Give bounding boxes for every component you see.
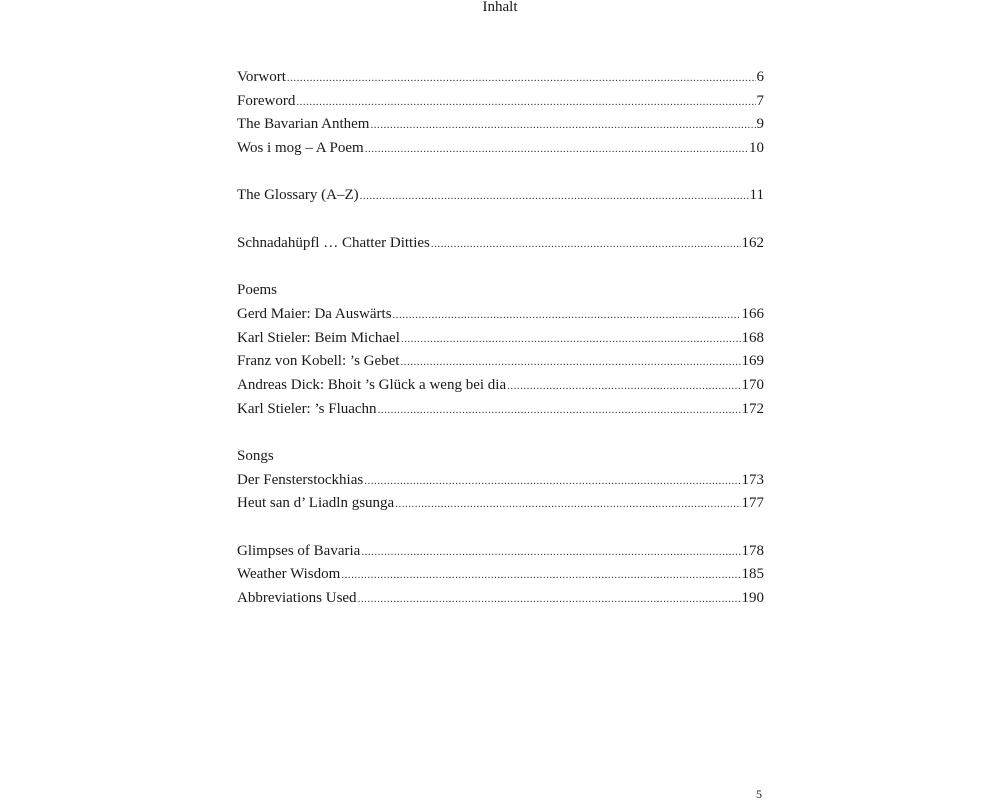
toc-entry-page: 162 [741,234,764,251]
toc-entry-page: 6 [756,69,764,85]
toc-entry-title: Gerd Maier: Da Auswärts [237,305,392,322]
dot-leader [287,67,756,91]
dot-leader [341,564,740,588]
toc-entry-page: 185 [741,566,764,583]
toc-entry-song [237,492,764,516]
toc-entry-poem [237,303,764,327]
dot-leader [296,91,755,115]
toc-entry-page: 172 [741,400,764,417]
table-of-contents [237,66,764,611]
toc-entry-weather-wisdom [237,563,764,587]
page-number: 5 [756,787,762,801]
toc-entry-page: 10 [749,140,764,157]
toc-entry-title: Weather Wisdom [237,566,341,583]
dot-leader [431,233,741,257]
toc-entry-poem [237,327,764,351]
toc-entry-title: Karl Stieler: Beim Michael [237,329,400,346]
toc-entry-wos-i-mog [237,137,764,161]
toc-entry-title: Wos i mog – A Poem [237,140,364,157]
toc-entry-title: Schnadahüpfl … Chatter Ditties [237,234,430,251]
section-spacer [237,256,764,280]
section-spacer [237,421,764,445]
section-heading-poems: Poems [237,282,278,299]
toc-entry-abbreviations [237,587,764,611]
section-heading-songs: Songs [237,448,274,464]
toc-entry-vorwort [237,66,764,90]
dot-leader [401,328,741,352]
dot-leader [393,304,741,328]
section-spacer [237,161,764,185]
toc-entry-title: Vorwort [237,69,286,85]
dot-leader [360,185,749,209]
dot-leader [400,351,740,375]
toc-entry-title: The Bavarian Anthem [237,116,370,133]
toc-entry-foreword [237,90,764,114]
section-spacer [237,516,764,540]
toc-entry-page: 166 [741,305,764,322]
section-spacer [237,208,764,232]
toc-entry-page: 170 [741,376,764,393]
toc-entry-song [237,469,764,493]
toc-entry-page: 190 [741,590,764,607]
page-title: Inhalt [482,0,518,15]
toc-entry-page: 177 [741,495,764,512]
dot-leader [507,375,740,399]
toc-entry-page: 173 [741,471,764,488]
toc-entry-title: Andreas Dick: Bhoit ’s Glück a weng bei dia [237,376,507,393]
dot-leader [361,541,740,565]
toc-entry-glossary [237,184,764,208]
toc-entry-title: Foreword [237,92,296,109]
toc-entry-schnadahuepfl [237,232,764,256]
dot-leader [358,588,741,612]
toc-entry-title: Franz von Kobell: ’s Gebet [237,353,400,370]
dot-leader [365,138,748,162]
toc-entry-page: 11 [749,187,764,204]
toc-entry-poem [237,398,764,422]
toc-entry-poem [237,350,764,374]
toc-entry-page: 168 [741,329,764,346]
toc-entry-bavarian-anthem [237,113,764,137]
toc-entry-title: The Glossary (A–Z) [237,187,359,204]
dot-leader [378,399,741,423]
toc-entry-page: 169 [741,353,764,370]
toc-entry-poem [237,374,764,398]
dot-leader [364,470,740,494]
toc-entry-page: 9 [756,116,764,133]
toc-entry-title: Der Fensterstockhias [237,471,364,488]
toc-entry-title: Glimpses of Bavaria [237,542,361,559]
toc-entry-page: 7 [756,92,764,109]
toc-entry-page: 178 [741,542,764,559]
dot-leader [395,493,740,517]
toc-entry-glimpses [237,540,764,564]
toc-entry-title: Heut san d’ Liadln gsunga [237,495,395,512]
dot-leader [370,114,755,138]
toc-entry-title: Karl Stieler: ’s Fluachn [237,400,377,417]
toc-entry-title: Abbreviations Used [237,590,357,607]
